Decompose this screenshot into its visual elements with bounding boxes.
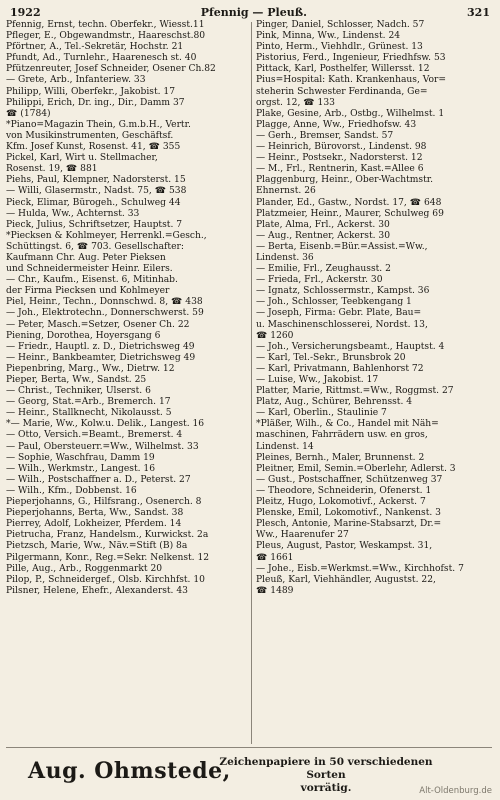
directory-entry-line: Pleitz, Hugo, Lokomotivf., Ackerst. 7 [256,497,426,508]
directory-entry-line: Philipp, Willi, Oberfekr., Jakobist. 17 [6,86,176,97]
directory-entry-line: ☎ (1784) [6,108,51,119]
directory-entry-line: — Joh., Versicherungsbeamt., Hauptst. 4 [256,341,445,352]
directory-entry-line: — Heinr., Postsekr., Nadorsterst. 12 [256,153,423,164]
directory-entry-line: — Luise, Ww., Jakobist. 17 [256,375,379,385]
directory-entry-line: — Friedr., Hauptl. z. D., Dietrichsweg 49 [6,341,195,352]
directory-entry-line: Plake, Gesine, Arb., Ostbg., Wilhelmst. 1 [256,108,445,119]
directory-entry-line: — Heinr., Stallknecht, Nikolausst. 5 [6,408,172,419]
directory-entry-line: Pierrey, Adolf, Lokheizer, Pferdem. 14 [6,519,182,530]
directory-entry-line: — Gust., Postschaffner, Schützenweg 37 [256,474,443,485]
directory-entry-line: — Christ., Techniker, Ulserst. 6 [6,386,151,397]
page-header [10,4,490,20]
directory-entry-line: — Joh., Elektrotechn., Donnerschwerst. 59 [6,308,204,319]
directory-entry-line: Piehs, Paul, Klempner, Nadorsterst. 15 [6,175,186,186]
directory-entry-line: Pförtner, A., Tel.-Sekretär, Hochstr. 21 [6,42,184,53]
directory-entry-line: — Heinrich, Bürovorst., Lindenst. 98 [256,142,427,153]
page-year: 1922 [10,5,41,19]
directory-entry-line: Pieperjohanns, G., Hilfsrang., Osenerch. 8 [6,497,202,508]
directory-entry-line: — Chr., Kaufm., Eisenst. 6, Mitinhab. [6,275,178,286]
directory-entry-line: Ehnernst. 26 [256,186,316,197]
directory-entry-line: — Joseph, Firma: Gebr. Plate, Bau= [256,308,422,319]
directory-entry-line: Philippi, Erich, Dr. ing., Dir., Damm 37 [6,97,185,108]
directory-entry-line: — Wilh., Kfm., Dobbenst. 16 [6,485,137,496]
ad-line-1: Zeichenpapiere in 50 verschiedenen Sorten [219,756,433,781]
directory-entry-line: *Piano=Magazin Thein, G.m.b.H., Vertr. [6,119,191,130]
directory-entry-line: Rosenst. 19, ☎ 881 [6,164,98,175]
directory-entry-line: — Johe., Eisb.=Werkmst.=Ww., Kirchhofst. 7 [256,563,464,574]
directory-entry-line: Plenske, Emil, Lokomotivf., Nankenst. 3 [256,508,441,519]
directory-entry-line: *Pläßer, Wilh., & Co., Handel mit Näh= [256,419,439,430]
directory-entry-line: — Otto, Versich.=Beamt., Bremerst. 4 [6,430,183,441]
directory-entry-line: — Emilie, Frl., Zeughausst. 2 [256,264,391,275]
directory-entry-line: — Wilh., Postschaffner a. D., Peterst. 27 [6,474,191,485]
directory-entry-line: ☎ 1489 [256,585,294,596]
directory-entry-line: — Berta, Eisenb.=Bür.=Assist.=Ww., [256,241,428,252]
directory-entry-line: — Joh., Schlosser, Teebkengang 1 [256,297,412,308]
advertisement-text [211,756,441,795]
directory-entry-line: Pfleger, E., Obgewandmstr., Haareschst.80 [6,31,206,42]
directory-entry-line: Plesch, Antonie, Marine-Stabsarzt, Dr.= [256,519,442,530]
ad-line-2: vorrätig. [300,782,352,794]
page-title: Pfennig — Pleuß. [200,5,307,19]
directory-entry-line: — Karl, Oberlin., Staulinie 7 [256,408,387,419]
directory-entry-line: Pius=Hospital: Kath. Krankenhaus, Vor= [256,75,446,86]
directory-entry-line: Pietzsch, Marie, Ww., Näv.=Stift (B) 8a [6,541,188,552]
directory-entry-line: Pinto, Herm., Viehhdlr., Grünest. 13 [256,42,423,53]
directory-entry-line: Lindenst. 14 [256,441,314,452]
directory-entry-line: Pieper, Berta, Ww., Sandst. 25 [6,375,147,385]
directory-entry-line: Pietrucha, Franz, Handelsm., Kurwickst. 2a [6,530,209,541]
directory-entry-line: — Gerh., Bremser, Sandst. 57 [256,130,394,141]
directory-entry-line: Ww., Haarenufer 27 [256,530,349,541]
directory-entry-line: Pfützenreuter, Josef Schneider, Osener Ch.82 [6,64,216,75]
directory-entry-line: — Grete, Arb., Infanteriew. 33 [6,75,146,86]
directory-entry-line: Kfm. Josef Kunst, Rosenst. 41, ☎ 355 [6,142,181,153]
directory-entry-line: — Heinr., Bankbeamter, Dietrichsweg 49 [6,352,196,363]
directory-entry-line: Pleuß, Karl, Viehhändler, Augustst. 22, [256,574,436,585]
directory-entry-line: — Sophie, Waschfrau, Damm 19 [6,452,155,463]
directory-entry-line: — Paul, Obersteuerr.=Ww., Wilhelmst. 33 [6,441,199,452]
directory-entry-line: Plander, Ed., Gastw., Nordst. 17, ☎ 648 [256,197,442,208]
directory-entry-line: Lindenst. 36 [256,252,314,263]
directory-entry-line: Pfennig, Ernst, techn. Oberfekr., Wiesst.11 [6,20,205,30]
directory-entry-line: Platzmeier, Heinr., Maurer, Schulweg 69 [256,208,444,219]
directory-entry-line: Pittack, Karl, Posthelfer, Willersst. 12 [256,64,430,75]
directory-entry-line: — Karl, Privatmann, Bahlenhorst 72 [256,363,424,374]
directory-entry-line: Pistorius, Ferd., Ingenieur, Friedhfsw. 53 [256,53,446,64]
directory-entry-line: Piening, Dorothea, Hoyersgang 6 [6,330,161,341]
directory-entry-line: der Firma Piecksen und Kohlmeyer [6,286,170,297]
directory-entry-line: Schüttingst. 6, ☎ 703. Gesellschafter: [6,241,184,252]
directory-entry-line: Pieperjohanns, Berta, Ww., Sandst. 38 [6,508,184,519]
right-column [256,20,494,745]
directory-entry-line: Pleitner, Emil, Semin.=Oberlehr, Adlerst. 3 [256,463,456,474]
directory-entry-line: Platz, Aug., Schürer, Behrensst. 4 [256,397,413,408]
directory-entry-line: Plate, Alma, Frl., Ackerst. 30 [256,219,390,230]
directory-entry-line: steherin Schwester Ferdinanda, Ge= [256,86,428,97]
directory-entry-line: Pilgermann, Konr., Reg.=Sekr. Nelkenst. 12 [6,552,210,563]
left-column [6,20,248,745]
directory-entry-line: ☎ 1661 [256,552,294,563]
directory-entry-line: maschinen, Fahrrädern usw. en gros, [256,430,428,441]
page-number: 321 [467,5,490,19]
directory-entry-line: Piepenbring, Marg., Ww., Dietrw. 12 [6,363,175,374]
directory-entry-line: ☎ 1260 [256,330,294,341]
directory-entry-line: — Wilh., Werkmstr., Langest. 16 [6,463,156,474]
directory-entry-line: Pieck, Julius, Schriftsetzer, Hauptst. 7 [6,219,183,230]
directory-entry-line: Pink, Minna, Ww., Lindenst. 24 [256,31,401,42]
directory-entry-line: Pleus, August, Pastor, Weskampst. 31, [256,541,433,552]
column-divider [251,22,252,744]
directory-entry-line: Pleines, Bernh., Maler, Brunnenst. 2 [256,452,425,463]
directory-entry-line: — Ignatz, Schlossermstr., Kampst. 36 [256,286,430,297]
directory-entry-line: *Piecksen & Kohlmeyer, Herrenkl.=Gesch., [6,230,207,241]
directory-entry-line: — Aug., Rentner, Ackerst. 30 [256,230,391,241]
directory-entry-line: und Schneidermeister Heinr. Eilers. [6,264,173,275]
directory-entry-line: Pille, Aug., Arb., Roggenmarkt 20 [6,563,163,574]
directory-entry-line: orgst. 12, ☎ 133 [256,97,335,108]
directory-entry-line: Pieck, Elimar, Bürogeh., Schulweg 44 [6,197,181,208]
directory-entry-line: Pilsner, Helene, Ehefr., Alexanderst. 43 [6,585,188,596]
directory-entry-line: — Hulda, Ww., Achternst. 33 [6,208,140,219]
directory-entry-line: — Willi, Glasermstr., Nadst. 75, ☎ 538 [6,186,187,197]
directory-entry-line: Pfundt, Ad., Turnlehr., Haarenesch st. 40 [6,53,197,64]
directory-entry-line: — Frieda, Frl., Ackerstr. 30 [256,275,383,286]
directory-entry-line: Pinger, Daniel, Schlosser, Nadch. 57 [256,20,425,30]
advertiser-name: Aug. Ohmstede, [28,758,231,784]
directory-entry-line: Piel, Heinr., Techn., Donnschwd. 8, ☎ 438 [6,297,203,308]
directory-entry-line: Kaufmann Chr. Aug. Peter Pieksen [6,252,166,263]
directory-entry-line: — Georg, Stat.=Arb., Bremerch. 17 [6,397,171,408]
directory-entry-line: *— Marie, Ww., Kolw.u. Delik., Langest. 16 [6,419,205,430]
directory-entry-line: Platter, Marie, Rittmst.=Ww., Roggmst. 27 [256,386,454,397]
directory-entry-line: — Karl, Tel.-Sekr., Brunsbrok 20 [256,352,406,363]
directory-entry-line: Pilop, P., Schneidergef., Olsb. Kirchhfst. 10 [6,574,205,585]
directory-entry-line: Plaggenburg, Heinr., Ober-Wachtmstr. [256,175,434,186]
directory-entry-line: Plagge, Anne, Ww., Friedhofsw. 43 [256,119,417,130]
directory-entry-line: von Musikinstrumenten, Geschäftsf. [6,130,174,141]
directory-entry-line: — Theodore, Schneiderin, Ofenerst. 1 [256,485,432,496]
directory-entry-line: — M., Frl., Rentnerin, Kast.=Allee 6 [256,164,424,175]
watermark: Alt-Oldenburg.de [419,786,492,796]
directory-entry-line: u. Maschinenschlosserei, Nordst. 13, [256,319,428,330]
directory-entry-line: — Peter, Masch.=Setzer, Osener Ch. 22 [6,319,190,330]
directory-entry-line: Pickel, Karl, Wirt u. Stellmacher, [6,153,158,164]
